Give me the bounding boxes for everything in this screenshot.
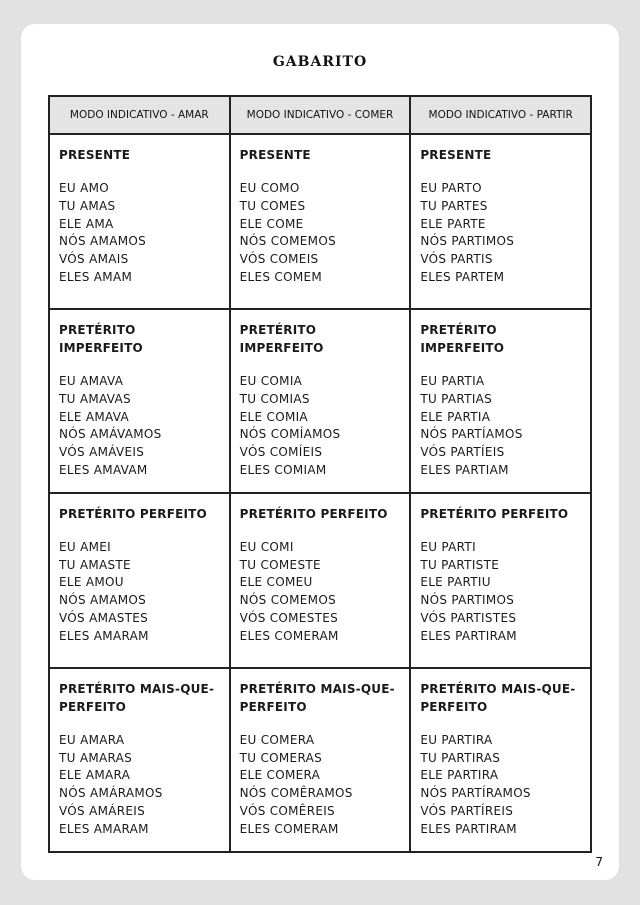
conjugation-form: NÓS PARTIMOS <box>420 234 515 249</box>
conjugation-form: ELE COMIA <box>239 409 308 424</box>
conjugation-form: TU COMERAS <box>239 750 323 765</box>
conjugation-form: EU PARTIA <box>420 374 485 388</box>
cell-preterito-mais-que-perfeito-comer <box>230 668 411 852</box>
conjugation-list <box>59 373 221 480</box>
conjugation-list <box>420 373 582 480</box>
tense-heading: PRETÉRITO IMPERFEITO <box>239 323 324 355</box>
conjugation-form: EU COMO <box>239 181 300 195</box>
conjugation-list <box>240 373 402 480</box>
conjugation-form: EU AMAVA <box>59 374 124 388</box>
conjugation-form: NÓS AMÁVAMOS <box>59 427 162 442</box>
tense-heading: PRESENTE <box>59 148 131 162</box>
conjugation-form: TU COMES <box>239 198 306 213</box>
cell-preterito-imperfeito-amar <box>49 309 230 493</box>
tense-heading: PRETÉRITO PERFEITO <box>59 506 207 521</box>
conjugation-list <box>59 732 221 839</box>
conjugation-form: TU AMASTE <box>59 557 131 572</box>
conjugation-form: NÓS COMEMOS <box>239 234 336 249</box>
conjugation-form: TU PARTIAS <box>420 391 493 406</box>
tense-heading: PRETÉRITO PERFEITO <box>239 506 388 521</box>
conjugation-form: ELE AMA <box>59 216 114 231</box>
conjugation-form: TU PARTIRAS <box>420 750 501 765</box>
conjugation-form: ELES AMARAM <box>59 821 149 836</box>
conjugation-form: VÓS AMAIS <box>59 252 129 267</box>
conjugation-form: NÓS PARTÍAMOS <box>420 427 523 442</box>
conjugation-form: VÓS AMÁREIS <box>59 803 146 818</box>
table-row-presente <box>49 134 591 309</box>
cell-preterito-mais-que-perfeito-amar <box>49 668 230 852</box>
conjugation-form: EU PARTI <box>420 539 476 554</box>
conjugation-form: ELE COMERA <box>239 768 321 783</box>
conjugation-list <box>420 180 582 287</box>
page-title: GABARITO <box>272 54 368 70</box>
conjugation-form: NÓS PARTIMOS <box>420 593 515 608</box>
conjugation-form: ELES PARTIRAM <box>420 821 517 836</box>
conjugation-form: ELES PARTIRAM <box>420 628 517 643</box>
page-number: 7 <box>595 855 603 869</box>
cell-presente-amar <box>49 134 230 309</box>
cell-presente-partir <box>410 134 591 309</box>
conjugation-form: VÓS PARTISTES <box>420 610 517 625</box>
conjugation-list <box>59 539 221 646</box>
conjugation-form: TU AMAS <box>59 198 116 213</box>
conjugation-form: ELE COMEU <box>239 575 313 590</box>
conjugation-form: NÓS AMAMOS <box>59 593 147 608</box>
conjugation-form: TU PARTISTE <box>420 557 500 572</box>
conjugation-form: ELES COMERAM <box>239 628 339 643</box>
conjugation-form: ELE PARTIA <box>420 409 491 424</box>
tense-heading: PRESENTE <box>239 148 311 162</box>
conjugation-form: VÓS AMASTES <box>59 610 149 625</box>
tense-heading: PRESENTE <box>420 148 492 162</box>
cell-presente-comer <box>230 134 411 309</box>
conjugation-list <box>420 539 582 646</box>
conjugation-form: VÓS PARTÍREIS <box>420 803 514 818</box>
conjugation-form: VÓS COMEIS <box>239 252 319 267</box>
conjugation-form: EU AMARA <box>59 732 125 747</box>
conjugation-form: EU PARTIRA <box>420 732 493 747</box>
conjugation-form: ELE COME <box>239 216 304 231</box>
conjugation-form: ELES AMAM <box>59 269 133 284</box>
conjugation-form: ELE PARTE <box>420 216 486 231</box>
cell-preterito-imperfeito-partir <box>410 309 591 493</box>
conjugation-form: ELES COMERAM <box>239 821 339 836</box>
cell-preterito-mais-que-perfeito-partir <box>410 668 591 852</box>
answer-key-page <box>21 24 619 880</box>
column-header-amar: MODO INDICATIVO - AMAR <box>49 96 230 134</box>
conjugation-form: ELES COMEM <box>239 269 323 284</box>
conjugation-form: NÓS COMEMOS <box>239 593 336 608</box>
column-header-comer: MODO INDICATIVO - COMER <box>230 96 411 134</box>
conjugation-table <box>48 95 592 853</box>
cell-preterito-imperfeito-comer <box>230 309 411 493</box>
tense-heading: PRETÉRITO MAIS-QUE-PERFEITO <box>239 681 395 714</box>
conjugation-form: EU PARTO <box>420 181 482 195</box>
conjugation-form: ELES AMARAM <box>59 628 149 643</box>
conjugation-form: ELE PARTIU <box>420 575 491 590</box>
conjugation-form: ELE AMOU <box>59 575 124 590</box>
table-row-preterito-imperfeito <box>49 309 591 493</box>
conjugation-form: VÓS COMESTES <box>239 610 339 625</box>
conjugation-form: TU AMAVAS <box>59 391 131 406</box>
conjugation-form: VÓS PARTIS <box>420 252 493 267</box>
cell-preterito-perfeito-amar <box>49 493 230 668</box>
table-row-preterito-mais-que-perfeito <box>49 668 591 852</box>
conjugation-list <box>240 539 402 646</box>
tense-heading: PRETÉRITO PERFEITO <box>420 506 569 521</box>
conjugation-form: TU COMESTE <box>239 557 321 572</box>
tense-heading: PRETÉRITO MAIS-QUE-PERFEITO <box>59 681 215 714</box>
conjugation-form: TU COMIAS <box>239 391 310 406</box>
table-body <box>49 134 591 852</box>
conjugation-form: NÓS COMÊRAMOS <box>239 786 353 801</box>
conjugation-form: VÓS COMÊREIS <box>239 803 335 818</box>
conjugation-form: ELE AMARA <box>59 768 131 783</box>
conjugation-form: NÓS AMAMOS <box>59 234 147 249</box>
conjugation-form: ELE PARTIRA <box>420 768 499 783</box>
conjugation-form: ELES COMIAM <box>239 462 327 477</box>
header-row <box>49 96 591 134</box>
conjugation-form: EU COMERA <box>239 732 315 747</box>
table-header <box>49 96 591 134</box>
conjugation-form: EU AMO <box>59 181 109 195</box>
conjugation-form: ELE AMAVA <box>59 409 130 424</box>
tense-heading: PRETÉRITO IMPERFEITO <box>420 323 505 355</box>
conjugation-form: VÓS AMÁVEIS <box>59 445 145 460</box>
conjugation-form: VÓS COMÍEIS <box>239 445 323 460</box>
conjugation-form: EU AMEI <box>59 539 111 554</box>
conjugation-form: EU COMI <box>239 539 294 554</box>
conjugation-form: NÓS PARTÍRAMOS <box>420 786 531 801</box>
table-row-preterito-perfeito <box>49 493 591 668</box>
conjugation-form: TU AMARAS <box>59 750 133 765</box>
conjugation-list <box>240 732 402 839</box>
conjugation-form: EU COMIA <box>239 374 303 388</box>
conjugation-list <box>420 732 582 839</box>
tense-heading: PRETÉRITO MAIS-QUE-PERFEITO <box>420 681 576 714</box>
cell-preterito-perfeito-partir <box>410 493 591 668</box>
conjugation-list <box>59 180 221 287</box>
conjugation-list <box>240 180 402 287</box>
conjugation-form: NÓS COMÍAMOS <box>239 427 341 442</box>
tense-heading: PRETÉRITO IMPERFEITO <box>59 323 143 355</box>
conjugation-form: NÓS AMÁRAMOS <box>59 786 163 801</box>
conjugation-form: VÓS PARTÍEIS <box>420 445 505 460</box>
cell-preterito-perfeito-comer <box>230 493 411 668</box>
conjugation-form: ELES PARTEM <box>420 269 505 284</box>
conjugation-form: TU PARTES <box>420 198 488 213</box>
conjugation-form: ELES AMAVAM <box>59 462 148 477</box>
conjugation-form: ELES PARTIAM <box>420 462 509 477</box>
column-header-partir: MODO INDICATIVO - PARTIR <box>410 96 591 134</box>
